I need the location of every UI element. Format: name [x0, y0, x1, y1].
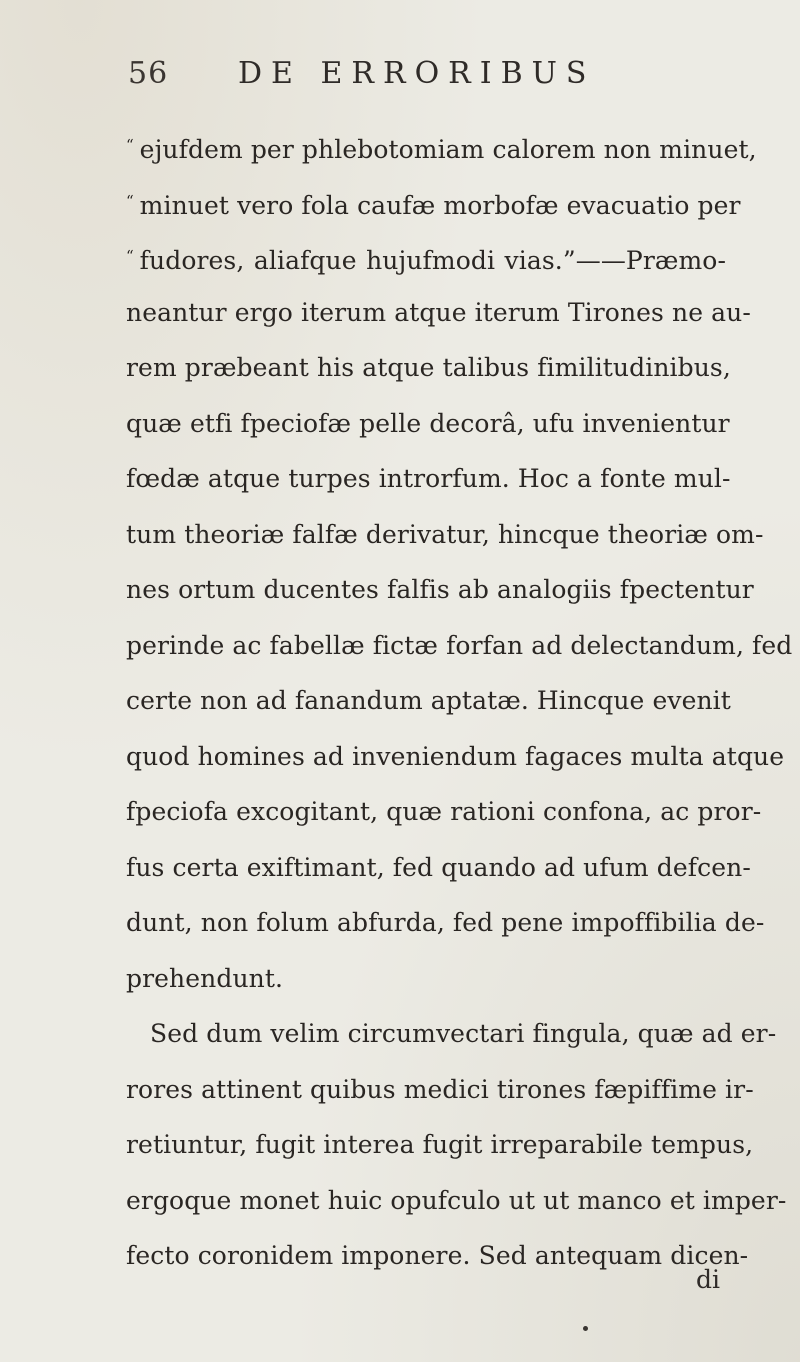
text-line: nes ortum ducentes falfis ab analogiis fpectentur — [126, 575, 754, 604]
text-line: tum theoriæ falfæ derivatur, hincque theoriæ om- — [126, 519, 764, 549]
text-line: “ minuet vero fola caufæ morbofæ evacuatio per — [126, 190, 741, 220]
ink-speck — [583, 1326, 588, 1331]
text-line: fœdæ atque turpes introrfum. Hoc a fonte mul- — [126, 464, 731, 493]
text-line: quæ etfi fpeciofæ pelle decorâ, ufu invenientur — [126, 408, 730, 438]
text-line: prehendunt. — [126, 963, 284, 993]
text-line: fpeciofa excogitant, quæ rationi confona, ac pror- — [126, 797, 762, 826]
catchword: di — [696, 1265, 720, 1294]
text-line: rem præbeant his atque talibus fimilitudinibus, — [126, 353, 731, 382]
text-line: neantur ergo iterum atque iterum Tirones ne au- — [126, 297, 751, 327]
page-header — [128, 56, 688, 100]
text-line: perinde ac fabellæ fictæ forfan ad delectandum, fed — [126, 630, 793, 660]
quote-mark: “ — [126, 191, 134, 210]
text-line: fus certa exiftimant, fed quando ad ufum defcen- — [126, 852, 751, 882]
text-line: “ ejufdem per phlebotomiam calorem non minuet, — [126, 135, 757, 164]
text-line: certe non ad fanandum aptatæ. Hincque evenit — [126, 686, 731, 715]
text-line: rores attinent quibus medici tirones fæpiffime ir- — [126, 1074, 754, 1104]
text-line: Sed dum velim circumvectari fingula, quæ ad er- — [150, 1019, 777, 1048]
text-line: ergoque monet huic opufculo ut ut manco et imper- — [126, 1185, 787, 1215]
text-line: fecto coronidem imponere. Sed antequam dicen- — [126, 1241, 749, 1270]
text-line: “ fudores, aliafque hujufmodi vias.”——Præmo- — [126, 246, 726, 275]
text-line: dunt, non folum abfurda, fed pene impoffibilia de- — [126, 908, 765, 937]
page-number: 56 — [128, 56, 169, 91]
text-line: retiuntur, fugit interea fugit irreparabile tempus, — [126, 1130, 754, 1159]
running-head: DE ERRORIBUS — [238, 56, 596, 91]
text-line: quod homines ad inveniendum fagaces multa atque — [126, 741, 785, 771]
quote-mark: “ — [126, 247, 134, 265]
quote-mark: “ — [126, 136, 134, 154]
body-text — [126, 118, 793, 1284]
